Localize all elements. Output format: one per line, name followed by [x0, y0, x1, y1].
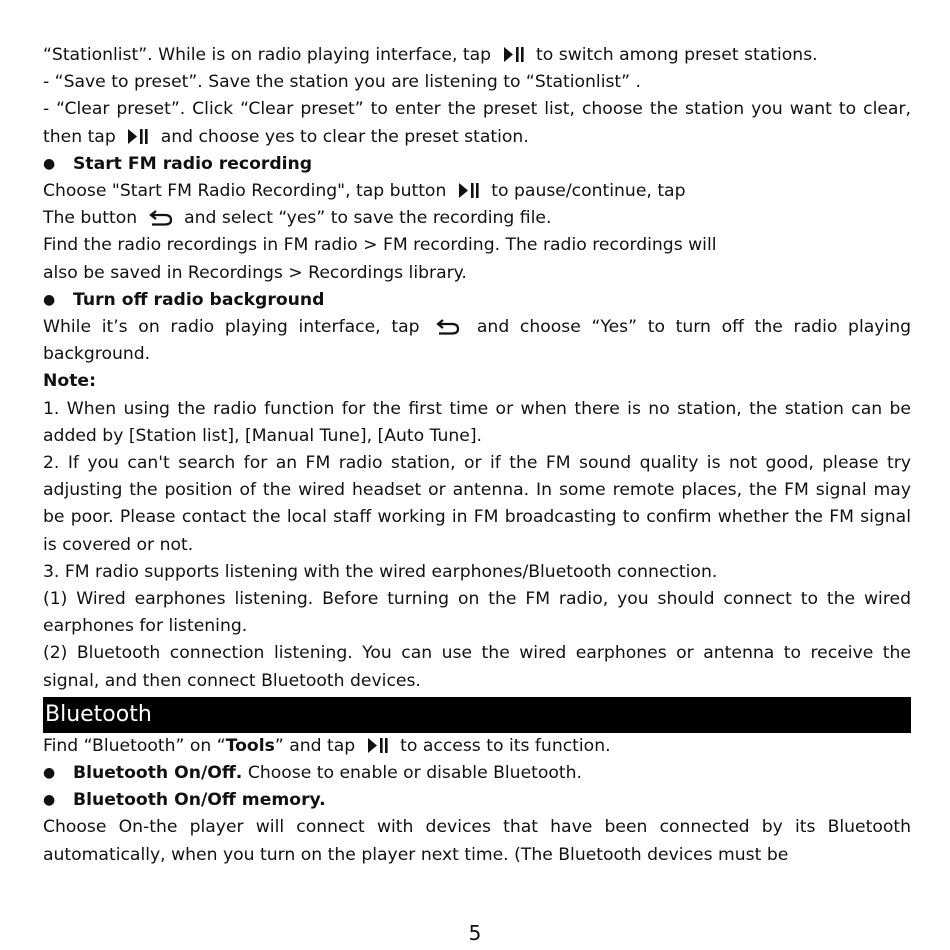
text: The button: [43, 208, 138, 229]
note-item-2: 2. If you can't search for an FM radio station, or if the FM sound quality is not good, please try adjusting the position of the wired headset or antenna. In some remote places, the FM signal may be poor. Please contact the local staff working in FM broadcasting to confirm whether the FM signal is covered or not.: [43, 453, 911, 555]
text: and choose yes to clear the preset station.: [160, 126, 529, 147]
note-item-3-1: (1) Wired earphones listening. Before turning on the FM radio, you should connect to the wired earphones for listening.: [43, 589, 911, 637]
text: to access to its function.: [400, 735, 611, 756]
text: Find “Bluetooth” on “: [43, 735, 226, 756]
heading-turn-off-background: [43, 287, 911, 314]
paragraph-save-recording: [43, 205, 911, 232]
section-title-bluetooth: Bluetooth: [43, 697, 911, 733]
paragraph-save-preset: - “Save to preset”. Save the station you are listening to “Stationlist” .: [43, 72, 642, 93]
play-pause-icon: [458, 178, 480, 205]
paragraph-clear-preset: [43, 96, 911, 150]
heading-start-recording: [43, 151, 911, 178]
text: and choose “Yes” to turn off the radio playing background.: [43, 317, 912, 365]
bullet-icon: ●: [43, 155, 56, 172]
text: “Stationlist”. While is on radio playing interface, tap: [43, 45, 492, 65]
play-pause-icon: [503, 42, 525, 69]
text: and select “yes” to save the recording file.: [184, 208, 552, 229]
note-item-1: 1. When using the radio function for the first time or when there is no station, the station can be added by [Station list], [Manual Tune], [Auto Tune].: [43, 398, 911, 446]
paragraph-find-recordings: Find the radio recordings in FM radio > FM recording. The radio recordings will: [43, 235, 717, 256]
back-arrow-icon: [149, 205, 173, 232]
bullet-icon: ●: [43, 765, 56, 782]
text: to switch among preset stations.: [536, 45, 818, 65]
text: ” and tap: [274, 735, 356, 756]
text: Start FM radio recording: [73, 153, 313, 174]
bullet-icon: ●: [43, 792, 56, 809]
note-item-3-2: (2) Bluetooth connection listening. You can use the wired earphones or antenna to receive the signal, and then connect Bluetooth devices.: [43, 643, 911, 691]
paragraph-turn-off-background: [43, 314, 911, 368]
play-pause-icon: [367, 733, 389, 760]
paragraph-find-bluetooth: [43, 733, 911, 760]
text: Choose "Start FM Radio Recording", tap button: [43, 181, 447, 202]
bluetooth-onoff-label: Bluetooth On/Off.: [73, 763, 243, 784]
paragraph-recordings-library: also be saved in Recordings > Recordings library.: [43, 262, 467, 283]
paragraph-bluetooth-memory: Choose On-the player will connect with devices that have been connected by its Bluetooth automatically, when you turn on the player next time. (The Bluetooth devices must be: [43, 817, 911, 865]
back-arrow-icon: [436, 314, 460, 341]
text: to pause/continue, tap: [491, 181, 686, 202]
text: Turn off radio background: [73, 289, 325, 310]
paragraph-start-recording: [43, 178, 911, 205]
text: - “Clear preset”. Click “Clear preset” to enter the preset list, choose the station you want to clear, then tap: [43, 99, 911, 147]
heading-bluetooth-memory: [43, 787, 911, 814]
paragraph-stationlist: [43, 42, 911, 69]
text: Bluetooth On/Off memory.: [73, 790, 326, 811]
page-number: 5: [468, 921, 482, 945]
text: Choose to enable or disable Bluetooth.: [247, 763, 583, 784]
text: While it’s on radio playing interface, tap: [43, 317, 420, 338]
note-item-3: 3. FM radio supports listening with the wired earphones/Bluetooth connection.: [43, 561, 718, 582]
manual-page: [43, 42, 911, 869]
bullet-bluetooth-onoff: [43, 760, 911, 787]
bullet-icon: ●: [43, 291, 56, 308]
tools-label: Tools: [225, 735, 275, 756]
play-pause-icon: [127, 124, 149, 151]
note-heading: Note:: [43, 371, 96, 392]
